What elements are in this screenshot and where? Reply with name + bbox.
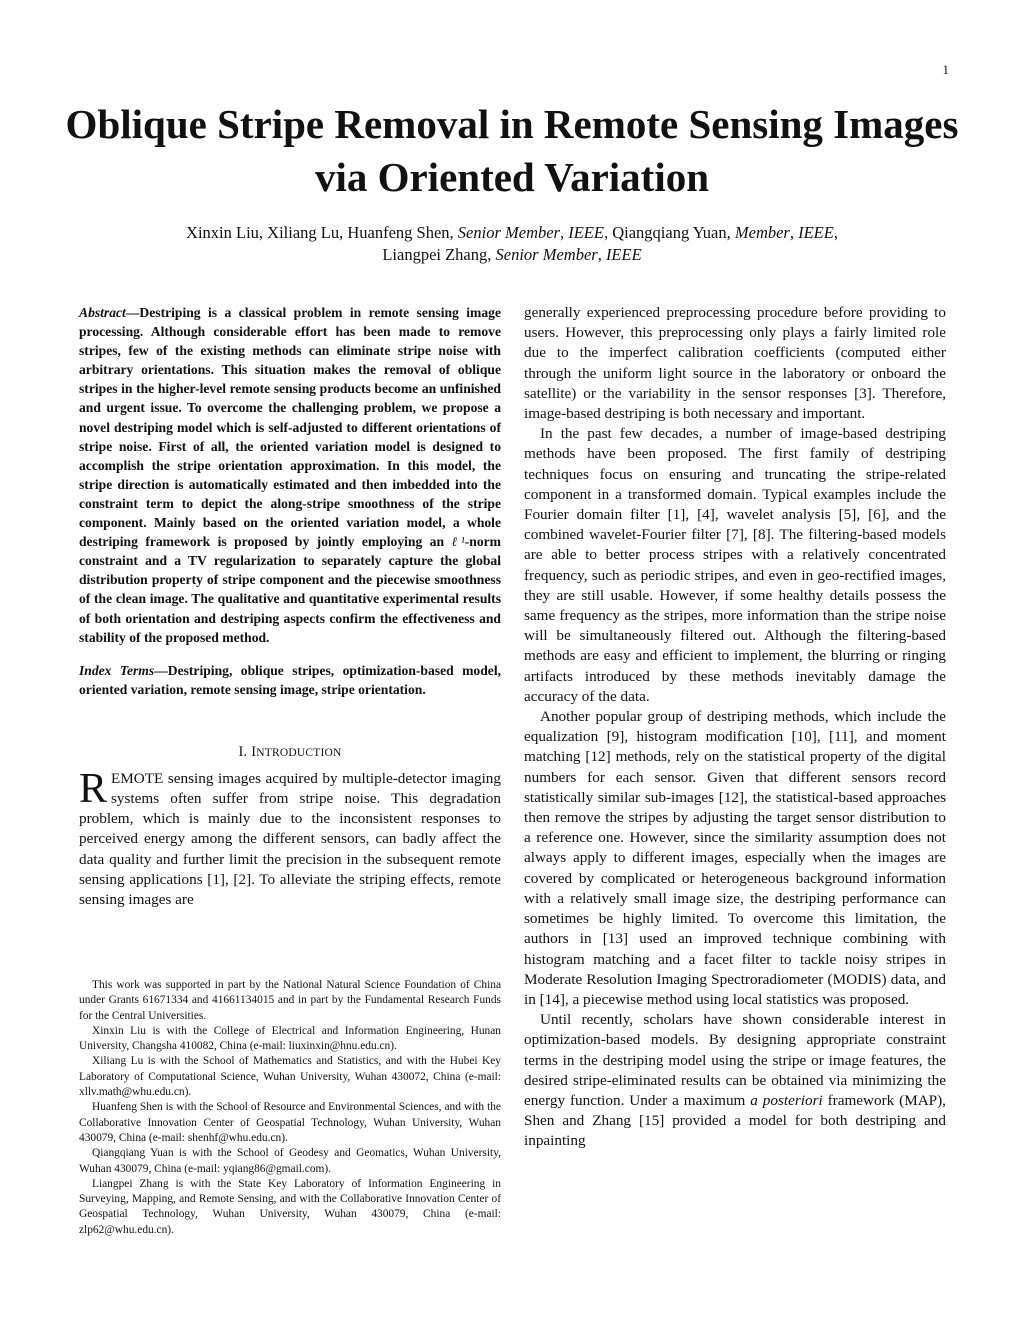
- abstract-text-1: —Destriping is a classical problem in remote sensing image processing. Although considerable effort has been made to remove stripes, few of the existing methods can eliminate stripe noise with arbitrary orientations. This situation makes the removal of oblique stripes in the higher-level remote sensing products become an unfinished and urgent issue. To overcome the challenging problem, we propose a novel destriping model which is self-adjusted to different orientations of stripe noise. First of all, the oriented variation model is designed to accomplish the stripe orientation approximation. In this model, the stripe direction is automatically estimated and then imbedded into the constraint term to depict the along-stripe smoothness of the stripe component. Mainly based on the oriented variation model, a whole destriping framework is proposed by jointly employing an: [79, 305, 501, 550]
- author-sep: ,: [789, 223, 799, 242]
- footnote-author: Liangpei Zhang is with the State Key Laboratory of Information Engineering in Surveying, Mapping, and Remote Sensing, and with the Collaborative Innovation Center of Geospatial Technology, Wuhan University, Wuhan 430079, China (e-mail: zlp62@whu.edu.cn).: [79, 1177, 501, 1236]
- footnote-author: Xinxin Liu is with the College of Electrical and Information Engineering, Hunan University, Changsha 410082, China (e-mail: liuxinxin@hnu.edu.cn).: [79, 1024, 501, 1053]
- author-role: Member: [734, 223, 790, 242]
- authors-line-2-names: Liangpei Zhang,: [382, 245, 496, 264]
- body-text: Until recently, scholars have shown considerable interest in optimization-based models. By designing appropriate constraint terms in the destriping model using the stripe or image features, the desired stripe-eliminated results can be obtained via minimizing the energy function. Under a maximum: [524, 1011, 946, 1109]
- index-terms-label: Index Terms: [79, 662, 155, 678]
- author-sep: ,: [833, 223, 838, 242]
- abstract-text-2: -norm constraint and a TV regularization to separately capture the global distribution property of stripe component and the piecewise smoothness of the clean image. The qualitative and quantitative experimental results of both orientation and destriping aspects confirm the effectiveness and stability of the proposed method.: [79, 534, 502, 645]
- footnote-author: Huanfeng Shen is with the School of Resource and Environmental Sciences, and with the Collaborative Innovation Center of Geospatial Technology, Wuhan University, Wuhan 430079, China (e-mail: shenhf@whu.edu.cn).: [79, 1101, 501, 1144]
- abstract-label: Abstract: [79, 305, 126, 320]
- index-terms: [79, 661, 501, 699]
- abstract: [79, 303, 501, 647]
- author-ieee: IEEE: [605, 245, 642, 264]
- author-role: Senior Member: [495, 245, 598, 264]
- intro-paragraph: [79, 765, 501, 910]
- section-title: NTRODUCTION: [256, 746, 342, 759]
- author-list: [60, 222, 964, 266]
- footnotes: [79, 978, 501, 1238]
- ell1-symbol: ℓ¹: [451, 534, 465, 550]
- left-column: [79, 303, 501, 910]
- authors-line-1-names-2: , Qiangqiang Yuan,: [603, 223, 735, 242]
- right-column: [524, 303, 946, 1152]
- body-paragraph: [524, 1010, 946, 1151]
- footnote-author: Qiangqiang Yuan is with the School of Geodesy and Geomatics, Wuhan University, Wuhan 430079, China (e-mail: yqiang86@gmail.com).: [79, 1147, 501, 1175]
- intro-text: EMOTE sensing images acquired by multiple-detector imaging systems often suffer from stripe noise. This degradation problem, which is mainly due to the inconsistent responses to perceived energy among the different sensors, can badly affect the data quality and further limit the precision in the subsequent remote sensing applications [1], [2]. To alleviate the striping effects, remote sensing images are: [79, 769, 501, 909]
- section-heading-introduction: [79, 744, 501, 761]
- author-sep: ,: [597, 245, 606, 264]
- author-sep: ,: [559, 223, 569, 242]
- page-number: 1: [942, 62, 949, 77]
- section-number: I. I: [238, 743, 257, 760]
- body-emphasis: a posteriori: [750, 1091, 823, 1109]
- body-paragraph: generally experienced preprocessing procedure before providing to users. However, this preprocessing only plays a fairly limited role due to the imperfect calibration coefficients (computed either through the uniform light source in the laboratory or onboard the satellite) or the variability in the sensor responses [3]. Therefore, image-based destriping is both necessary and important.: [524, 304, 946, 423]
- author-ieee: IEEE: [568, 223, 604, 242]
- body-paragraph: In the past few decades, a number of image-based destriping methods have been proposed. The first family of destriping techniques focus on ensuring and truncating the stripe-related component in a transformed domain. Typical examples include the Fourier domain filter [1], [4], wavelet analysis [5], [6], and the combined wavelet-Fourier filter [7], [8]. The filtering-based models are able to better process stripes with a relatively concentrated frequency, such as periodic stripes, and even in geo-rectified images, they are still usable. However, if some healthy details possess the same frequency as the stripes, more information than the stripe noise will be simultaneously filtered out. Although the filtering-based methods are easy and efficient to implement, the blurring or ringing artifacts introduced by these methods inevitably damage the accuracy of the data.: [524, 425, 946, 705]
- author-ieee: IEEE: [798, 223, 834, 242]
- authors-line-1-names: Xinxin Liu, Xiliang Lu, Huanfeng Shen,: [186, 223, 458, 242]
- paper-title: Oblique Stripe Removal in Remote Sensing Images via Oriented Variation: [65, 101, 959, 200]
- footnote-author: Xiliang Lu is with the School of Mathematics and Statistics, and with the Hubei Key Laboratory of Computational Science, Wuhan University, Wuhan 430072, China (e-mail: xllv.math@whu.edu.cn).: [79, 1055, 501, 1099]
- body-paragraph: Another popular group of destriping methods, which include the equalization [9], histogram modification [10], [11], and moment matching [12] methods, rely on the statistical property of the digital numbers for each sensor. Given that different sensors record statistically similar sub-images [12], the statistical-based approaches then remove the stripes by adjusting the target sensor distribution to a reference one. However, since the similarity assumption does not always apply to different images, especially when the images are covered by complicated or heterogeneous background information with a relatively small image size, the destriping performance can sometimes be highly limited. To overcome this limitation, the authors in [13] used an improved technique combining with histogram matching and a facet filter to tackle noisy stripes in Moderate Resolution Imaging Spectroradiometer (MODIS) data, and in [14], a piecewise method using local statistics was proposed.: [524, 708, 946, 1008]
- drop-cap: R: [79, 765, 108, 812]
- footnote-funding: This work was supported in part by the National Natural Science Foundation of China under Grants 61671334 and 41661134015 and in part by the Fundamental Research Funds for the Central Universities.: [79, 979, 501, 1022]
- author-role: Senior Member: [457, 223, 560, 242]
- body-text: framework (MAP), Shen and Zhang [15] provided a model for both destriping and inpainting: [524, 1091, 946, 1150]
- index-terms-text: —Destriping, oblique stripes, optimization-based model, oriented variation, remote sensing image, stripe orientation.: [79, 662, 501, 697]
